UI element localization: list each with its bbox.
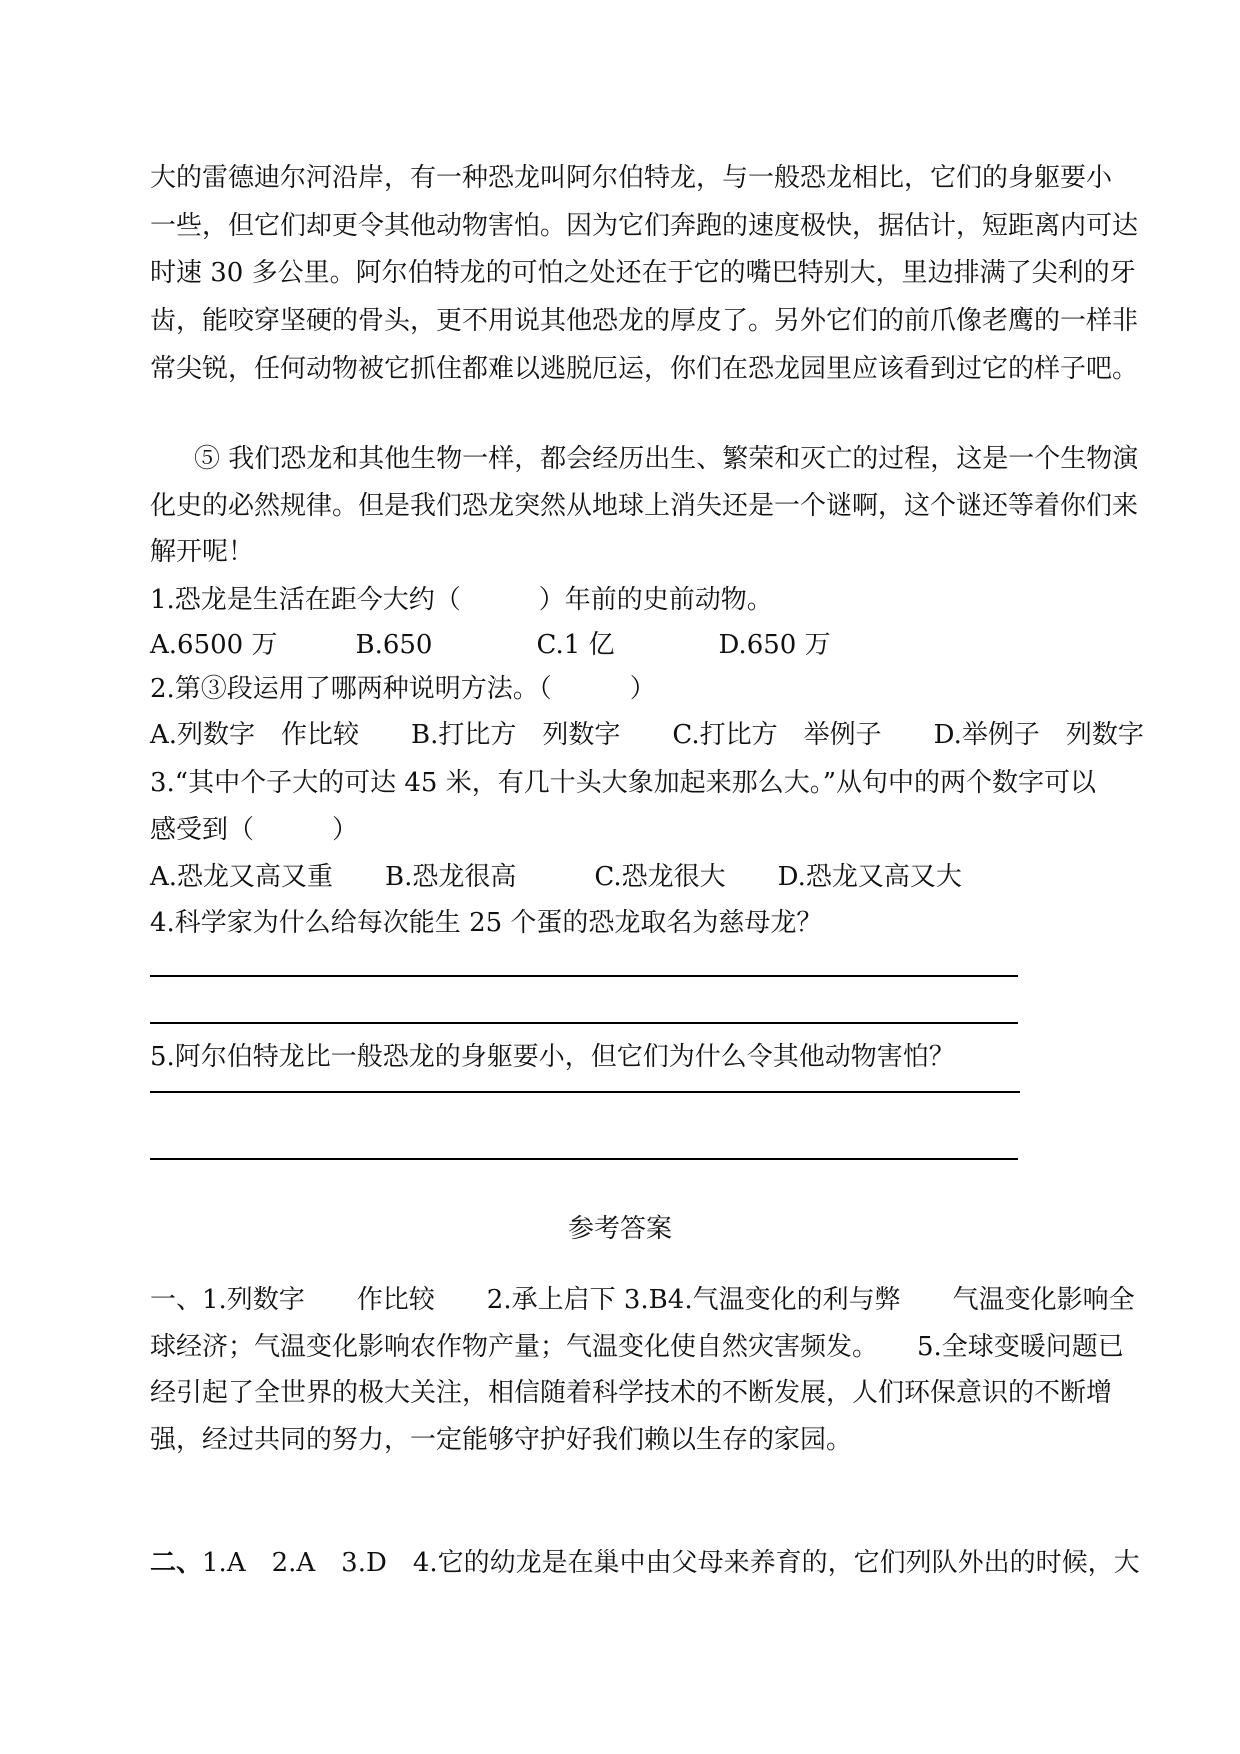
passage-p4-line-4: 齿，能咬穿坚硬的骨头，更不用说其他恐龙的厚皮了。另外它们的前爪像老鹰的一样非	[150, 306, 1139, 336]
passage-p4-line-2: 一些，但它们却更令其他动物害怕。因为它们奔跑的速度极快，据估计，短距离内可达	[150, 211, 1139, 241]
question-2: 2.第③段运用了哪两种说明方法。（ ）	[150, 674, 656, 704]
answers-part2-label: 二、	[150, 1548, 203, 1578]
question-1: 1.恐龙是生活在距今大约（ ）年前的史前动物。	[150, 585, 773, 615]
question-2-options: A.列数字 作比较 B.打比方 列数字 C.打比方 举例子 D.举例子 列数字	[150, 720, 1144, 750]
answers-part1-line-3: 经引起了全世界的极大关注，相信随着科学技术的不断发展，人们环保意识的不断增	[150, 1378, 1113, 1408]
answer-line-q4-1	[150, 975, 1018, 977]
question-3-options: A.恐龙又高又重 B.恐龙很高 C.恐龙很大 D.恐龙又高又大	[150, 862, 962, 892]
answer-line-q5-2	[150, 1158, 1018, 1160]
passage-p5-line-2: 化史的必然规律。但是我们恐龙突然从地球上消失还是一个谜啊，这个谜还等着你们来	[150, 491, 1139, 521]
passage-p4-line-5: 常尖锐，任何动物被它抓住都难以逃脱厄运，你们在恐龙园里应该看到过它的样子吧。	[150, 354, 1139, 384]
answer-line-q4-2	[150, 1022, 1018, 1024]
answers-part2-text: 1.A 2.A 3.D 4.它的幼龙是在巢中由父母来养育的，它们列队外出的时候，大	[202, 1548, 1140, 1578]
answer-line-q5-1	[150, 1091, 1020, 1093]
passage-p5-line-3: 解开呢！	[150, 537, 255, 567]
answers-title: 参考答案	[567, 1214, 672, 1244]
answers-part2-line-1	[150, 1546, 1140, 1580]
question-3-line-1: 3.“其中个子大的可达 45 米，有几十头大象加起来那么大。”从句中的两个数字可以	[150, 768, 1097, 798]
question-5: 5.阿尔伯特龙比一般恐龙的身躯要小，但它们为什么令其他动物害怕？	[150, 1042, 955, 1072]
passage-p4-line-3: 时速 30 多公里。阿尔伯特龙的可怕之处还在于它的嘴巴特别大，里边排满了尖利的牙	[150, 258, 1136, 288]
passage-p5-line-1: ⑤ 我们恐龙和其他生物一样，都会经历出生、繁荣和灭亡的过程，这是一个生物演	[194, 444, 1139, 474]
answers-part1-line-1: 一、1.列数字 作比较 2.承上启下 3.B4.气温变化的利与弊 气温变化影响全	[150, 1285, 1135, 1315]
question-3-line-2: 感受到（ ）	[150, 815, 359, 845]
passage-p4-line-1: 大的雷德迪尔河沿岸，有一种恐龙叫阿尔伯特龙，与一般恐龙相比，它们的身躯要小	[150, 163, 1113, 193]
answers-part1-line-4: 强，经过共同的努力，一定能够守护好我们赖以生存的家园。	[150, 1425, 853, 1455]
question-4: 4.科学家为什么给每次能生 25 个蛋的恐龙取名为慈母龙？	[150, 908, 823, 938]
answers-part1-line-2: 球经济；气温变化影响农作物产量；气温变化使自然灾害频发。 5.全球变暖问题已	[150, 1332, 1124, 1362]
question-1-options: A.6500 万 B.650 C.1 亿 D.650 万	[150, 630, 831, 660]
